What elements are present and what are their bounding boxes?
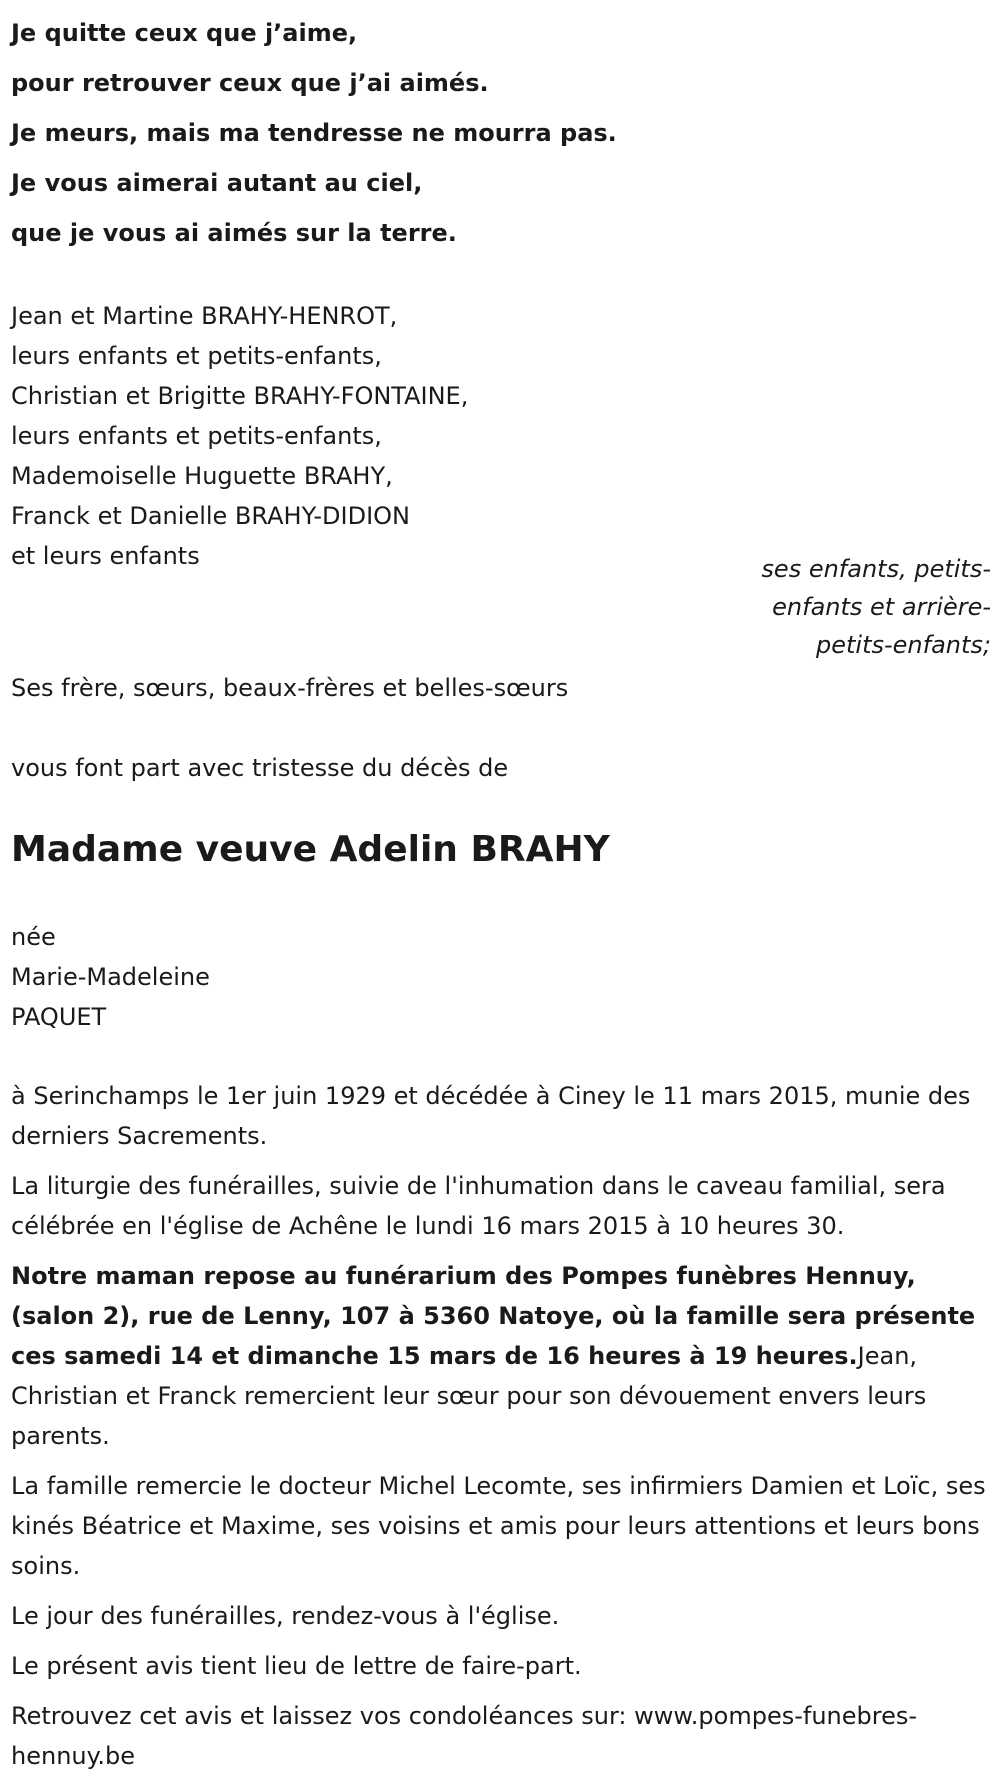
condolences-paragraph: Retrouvez cet avis et laissez vos condoléances sur: www.pompes-funebres-hennuy.be bbox=[11, 1702, 918, 1770]
poem-line: Je vous aimerai autant au ciel, bbox=[11, 169, 423, 197]
family-member: et leurs enfants bbox=[11, 542, 200, 570]
announcement-line: vous font part avec tristesse du décès de bbox=[11, 754, 509, 782]
family-list bbox=[11, 296, 991, 576]
family-member: Franck et Danielle BRAHY-DIDION bbox=[11, 502, 410, 530]
descendants-line: ses enfants, petits- bbox=[761, 555, 991, 583]
notice-paragraph: Le présent avis tient lieu de lettre de faire-part. bbox=[11, 1652, 582, 1680]
thanks-sister-text: Jean, Christian et Franck remercient leur sœur pour son dévouement envers leurs parents. bbox=[11, 1342, 927, 1450]
birth-death-paragraph: à Serinchamps le 1er juin 1929 et décédée à Ciney le 11 mars 2015, munie des derniers Sacrements. bbox=[11, 1082, 971, 1150]
thanks-care-paragraph: La famille remercie le docteur Michel Lecomte, ses infirmiers Damien et Loïc, ses kinés Béatrice et Maxime, ses voisins et amis pour leurs attentions et leurs bons soins. bbox=[11, 1472, 986, 1580]
birth-name-line: née bbox=[11, 923, 56, 951]
birth-name-line: PAQUET bbox=[11, 1003, 107, 1031]
siblings-line: Ses frère, sœurs, beaux-frères et belles-sœurs bbox=[11, 674, 569, 702]
poem-line: Je quitte ceux que j’aime, bbox=[11, 19, 358, 47]
poem-line: Je meurs, mais ma tendresse ne mourra pas. bbox=[11, 119, 617, 147]
deceased-name: Madame veuve Adelin BRAHY bbox=[11, 829, 610, 870]
poem bbox=[11, 0, 991, 258]
birth-name-block bbox=[11, 917, 210, 1037]
meeting-paragraph: Le jour des funérailles, rendez-vous à l'église. bbox=[11, 1602, 560, 1630]
visitation-paragraph bbox=[11, 1256, 996, 1456]
poem-line: que je vous ai aimés sur la terre. bbox=[11, 219, 457, 247]
family-member: Mademoiselle Huguette BRAHY, bbox=[11, 462, 393, 490]
birth-name-line: Marie-Madeleine bbox=[11, 963, 210, 991]
family-member: Christian et Brigitte BRAHY-FONTAINE, bbox=[11, 382, 469, 410]
poem-line: pour retrouver ceux que j’ai aimés. bbox=[11, 69, 489, 97]
details-block bbox=[11, 1076, 996, 1786]
obituary-notice bbox=[11, 0, 991, 1770]
liturgy-paragraph: La liturgie des funérailles, suivie de l'inhumation dans le caveau familial, sera célébrée en l'église de Achêne le lundi 16 mars 2015 à 10 heures 30. bbox=[11, 1172, 946, 1240]
descendants-line: petits-enfants; bbox=[816, 631, 991, 659]
family-member: leurs enfants et petits-enfants, bbox=[11, 342, 382, 370]
family-member: Jean et Martine BRAHY-HENROT, bbox=[11, 302, 398, 330]
descendants-line: enfants et arrière- bbox=[772, 593, 991, 621]
visitation-text: Notre maman repose au funérarium des Pompes funèbres Hennuy, (salon 2), rue de Lenny, 107 à 5360 Natoye, où la famille sera présente ces samedi 14 et dimanche 15 mars de 16 heures à 19 heures. bbox=[11, 1262, 976, 1370]
family-member: leurs enfants et petits-enfants, bbox=[11, 422, 382, 450]
descendants-note bbox=[761, 550, 991, 664]
